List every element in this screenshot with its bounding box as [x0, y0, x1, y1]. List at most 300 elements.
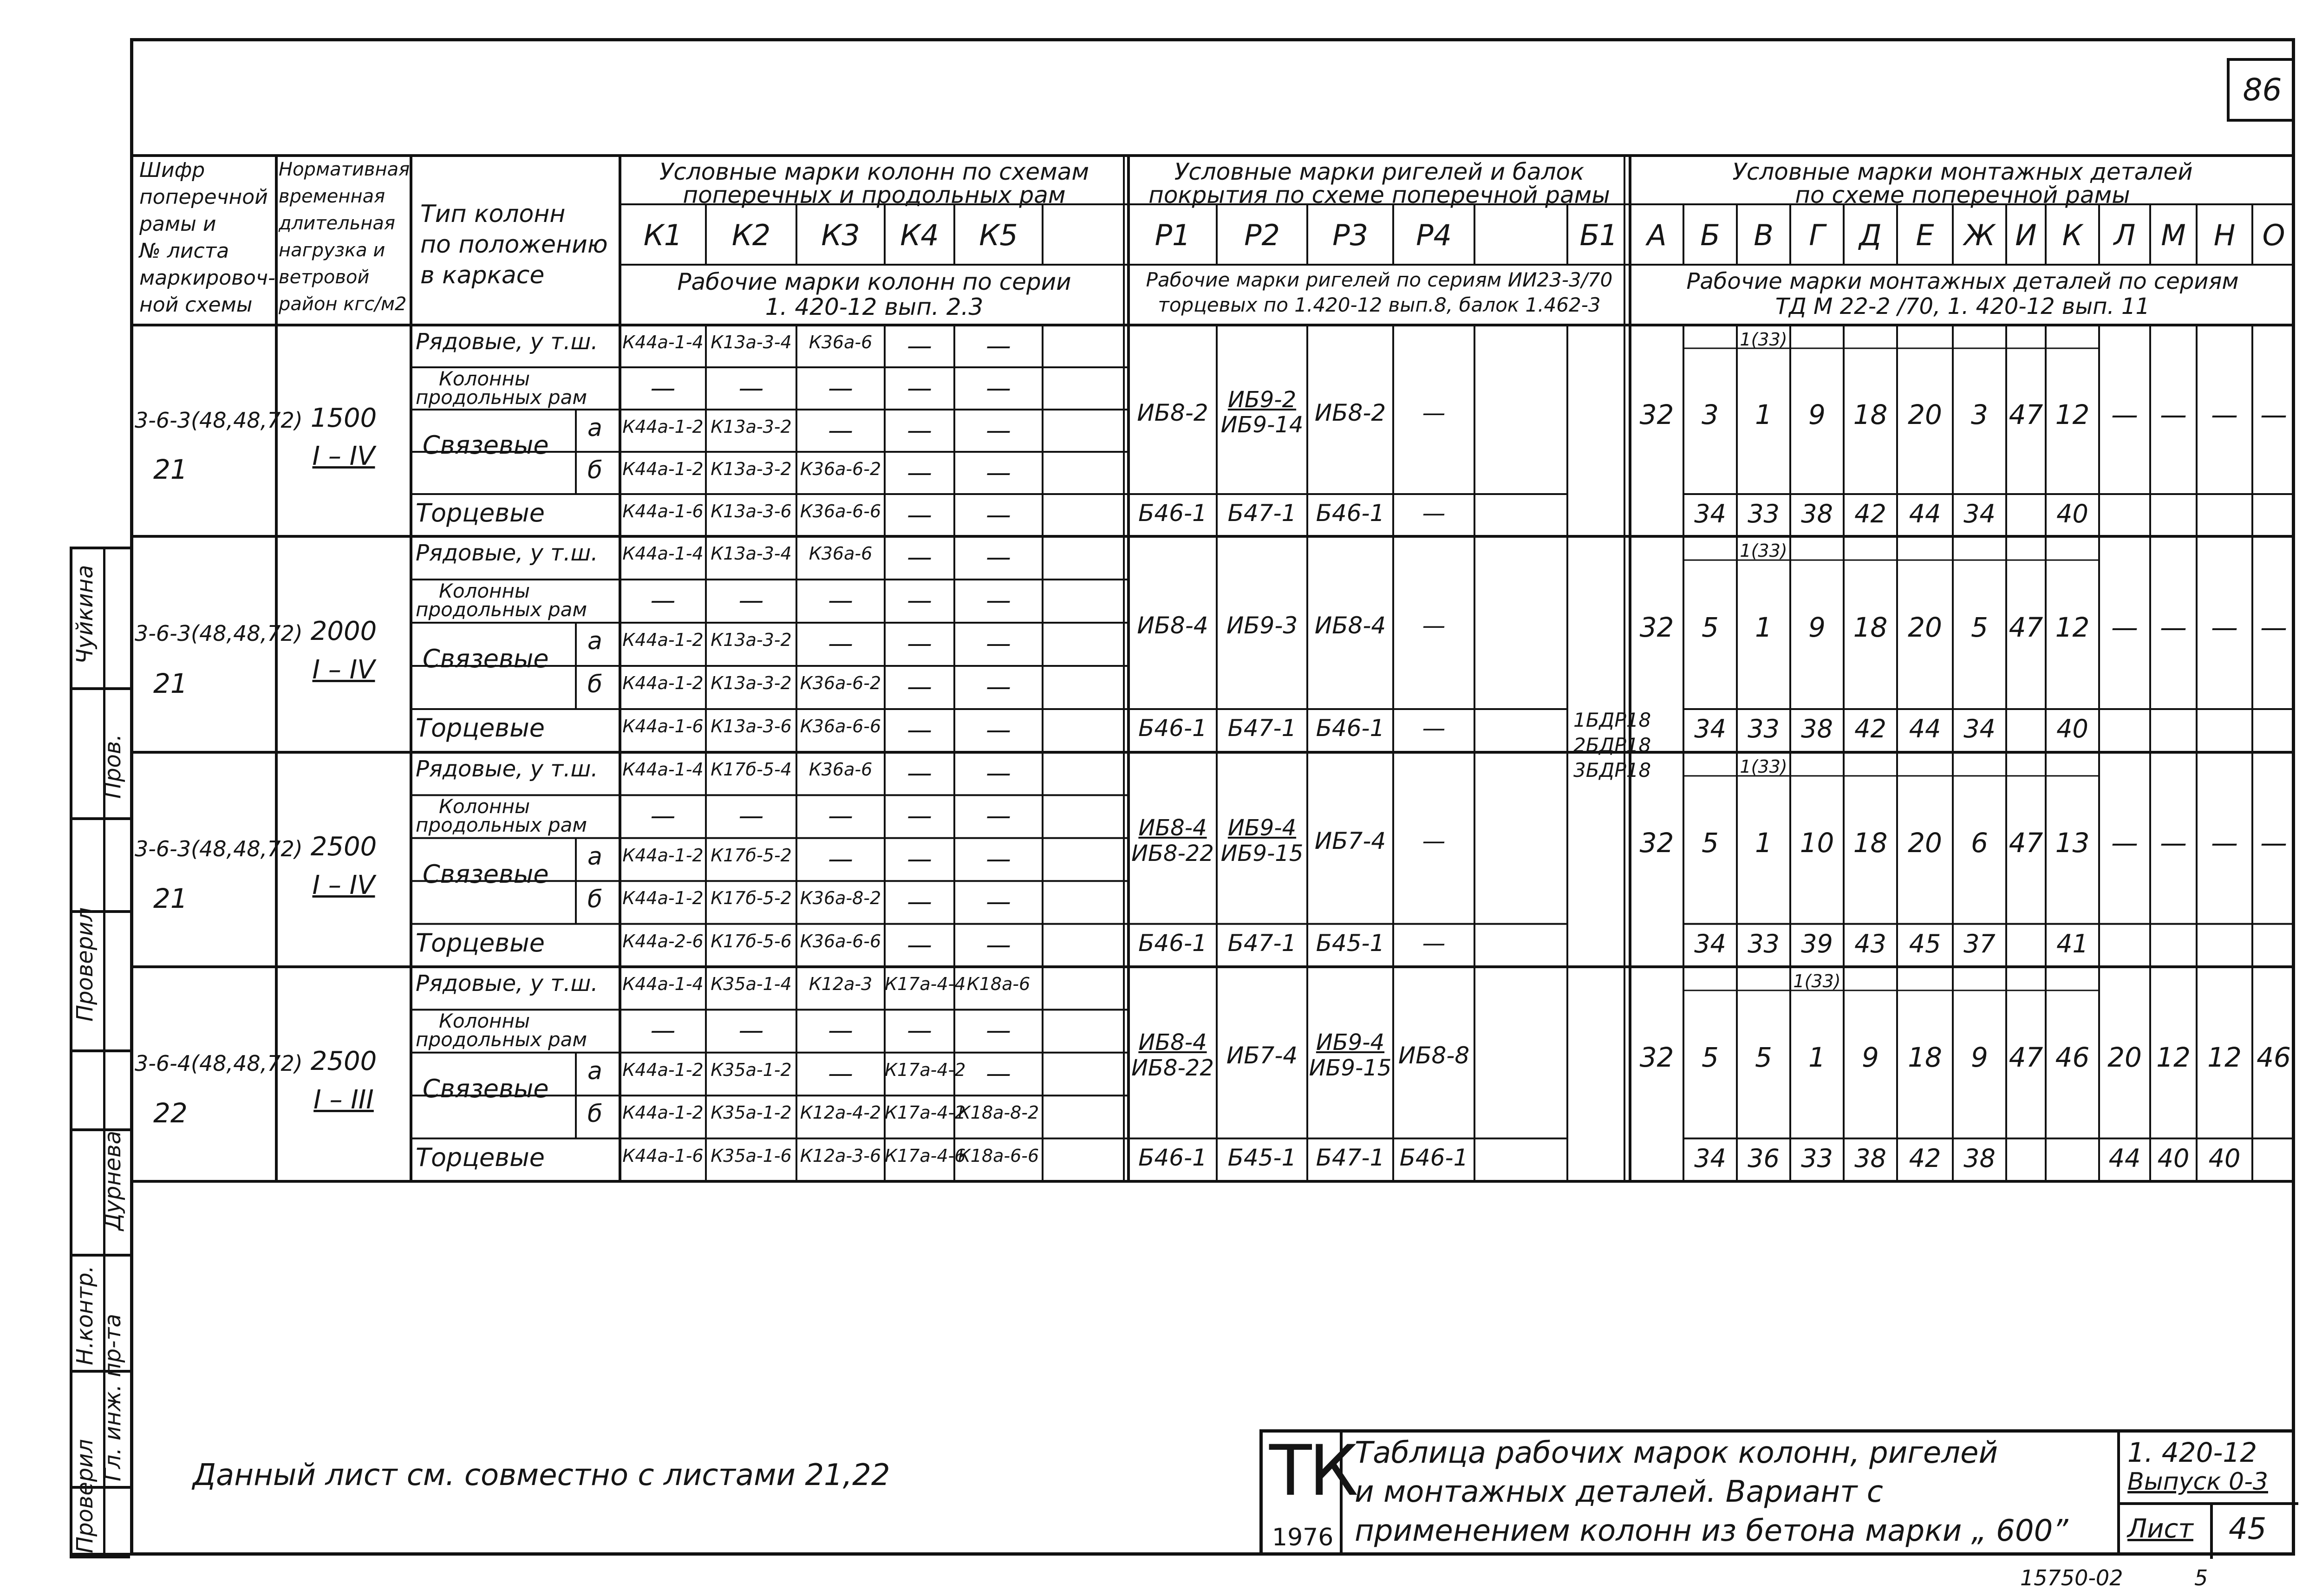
b1-mark: 1БДР18	[1573, 709, 1651, 731]
column-cell: К13а-3-2	[711, 630, 792, 650]
column-cell: К17б-5-4	[711, 759, 792, 780]
beam-cell: ИБ8-4	[1137, 612, 1208, 639]
beam-cell: —	[1422, 827, 1446, 855]
b1-mark: 3БДР18	[1573, 759, 1651, 782]
detail-mark-4: Д	[1859, 218, 1882, 252]
beam-cell: ИБ8-4	[1138, 1029, 1207, 1055]
strip-label: Проверил	[72, 1439, 98, 1553]
detail-end-cell: 42	[1854, 499, 1886, 528]
column-cell: —	[907, 672, 932, 701]
detail-mark-10: М	[2161, 218, 2186, 252]
strip-row-line	[70, 817, 130, 820]
column-cell: К44а-2-6	[622, 931, 704, 951]
column-cell: —	[986, 500, 1011, 529]
type-braced-a: а	[587, 414, 602, 442]
column-cell: —	[986, 1058, 1011, 1088]
type-header-line: в каркасе	[420, 261, 545, 289]
load-header-line: ветровой	[279, 267, 370, 288]
beam-end-cell: Б45-1	[1227, 1144, 1297, 1171]
detail-end-cell: 40	[2056, 714, 2088, 743]
detail-cell: 20	[2107, 1042, 2142, 1074]
detail-cell: 12	[2207, 1042, 2242, 1074]
type-longitudinal: продольных рам	[416, 386, 587, 409]
column-cell: К13а-3-2	[711, 673, 792, 693]
beam-cell: ИБ9-4	[1316, 1029, 1385, 1055]
group-load: 2500	[310, 831, 377, 862]
type-braced-b: б	[587, 1100, 603, 1128]
type-ordinary: Рядовые, у т.ш.	[416, 540, 598, 566]
column-cell: —	[907, 416, 932, 445]
detail-end-cell: 38	[1801, 714, 1833, 743]
beam-end-cell: Б46-1	[1316, 715, 1385, 742]
column-cell: К44а-1-4	[622, 332, 704, 352]
details-group-title: Условные марки монтажных деталей	[1732, 158, 2193, 185]
detail-end-cell: 36	[1748, 1143, 1780, 1173]
beam-cell: ИБ9-3	[1226, 612, 1298, 639]
detail-cell: 3	[1702, 398, 1719, 430]
beam-cell: ИБ8-22	[1131, 840, 1214, 867]
column-cell: —	[907, 801, 932, 831]
stamp-series: 1. 420-12	[2127, 1437, 2257, 1468]
beam-cell: ИБ8-2	[1314, 399, 1386, 426]
column-cell: —	[738, 373, 764, 403]
detail-cell: 9	[1808, 612, 1826, 644]
column-cell: —	[828, 801, 853, 831]
detail-cell: —	[2160, 827, 2187, 859]
group-load: 1500	[310, 403, 377, 433]
type-braced-a: а	[587, 842, 602, 871]
column-cell: —	[907, 373, 932, 403]
detail-end-cell: 34	[1694, 499, 1726, 528]
column-cell: —	[986, 930, 1011, 959]
code-header-line: № листа	[139, 239, 229, 263]
beams-work-title: торцевых по 1.420-12 вып.8, балок 1.462-3	[1158, 293, 1601, 316]
column-cell: К44а-1-4	[622, 974, 704, 994]
strip-row-line	[70, 1556, 130, 1558]
detail-cell: 9	[1971, 1042, 1988, 1074]
column-cell: —	[828, 416, 853, 445]
beam-mark-3: Р4	[1416, 218, 1452, 252]
column-cell: К13а-3-6	[711, 501, 792, 521]
column-cell: —	[907, 758, 932, 788]
detail-cell: 18	[1908, 1042, 1942, 1074]
load-header-line: длительная	[279, 213, 395, 234]
column-cell: К44а-1-4	[622, 759, 704, 780]
type-braced-a: а	[587, 627, 602, 655]
column-mark-4: К5	[979, 218, 1018, 252]
column-cell: —	[907, 930, 932, 959]
column-cell: К13а-3-4	[711, 332, 792, 352]
stamp-issue: Выпуск 0-3	[2127, 1468, 2268, 1496]
beam-end-cell: —	[1422, 929, 1446, 957]
detail-cell: 32	[1639, 612, 1674, 644]
column-cell: К18а-6	[966, 974, 1031, 994]
load-header-line: район кгс/м2	[279, 293, 407, 315]
beam-end-cell: Б46-1	[1316, 500, 1385, 527]
detail-end-cell: 44	[2108, 1143, 2141, 1173]
detail-cell: 18	[1853, 612, 1888, 644]
column-cell: —	[907, 331, 932, 360]
column-cell: —	[828, 1016, 853, 1045]
detail-mark-2: В	[1754, 218, 1774, 252]
detail-mark-11: Н	[2213, 218, 2236, 252]
detail-end-cell: 40	[2056, 499, 2088, 528]
column-cell: —	[738, 1016, 764, 1045]
stamp-divider	[2117, 1433, 2120, 1556]
detail-cell: 46	[2257, 1042, 2291, 1074]
code-header-line: Шифр	[139, 158, 205, 182]
column-cell: К44а-1-2	[622, 1059, 704, 1080]
beam-cell: ИБ8-4	[1314, 612, 1386, 639]
column-cell: К36а-8-2	[800, 888, 881, 909]
column-cell: К12а-4-2	[800, 1102, 881, 1123]
detail-cell: 20	[1908, 398, 1942, 430]
stamp-year: 1976	[1272, 1524, 1334, 1551]
tk-logo: ТК	[1269, 1431, 1356, 1511]
detail-cell: 32	[1639, 398, 1674, 430]
details-work-title: Рабочие марки монтажных деталей по сериям	[1686, 268, 2239, 294]
columns-work-title: 1. 420-12 вып. 2.3	[765, 293, 984, 320]
column-cell: К44а-1-2	[622, 417, 704, 437]
column-cell: —	[650, 1016, 676, 1045]
stamp-sheet-divider	[2210, 1502, 2213, 1559]
beam-cell: ИБ9-4	[1227, 814, 1297, 841]
beam-end-cell: —	[1422, 500, 1446, 527]
group-load: 2500	[310, 1046, 377, 1076]
detail-cell: 20	[1908, 827, 1942, 859]
beam-cell: ИБ8-4	[1138, 814, 1207, 841]
beam-cell: ИБ8-22	[1131, 1055, 1214, 1081]
detail-cell: 5	[1702, 1042, 1719, 1074]
type-braced: Связевые	[423, 430, 549, 460]
detail-cell: —	[2111, 612, 2138, 644]
column-cell: —	[828, 844, 853, 873]
beam-cell: ИБ8-2	[1137, 399, 1208, 426]
beams-group-title: Условные марки ригелей и балок	[1174, 158, 1585, 185]
detail-mark-1: Б	[1700, 218, 1720, 252]
column-mark-0: К1	[643, 218, 683, 252]
detail-end-cell: 39	[1801, 929, 1833, 958]
group-region: I – IV	[312, 655, 375, 685]
type-braced-b: б	[587, 456, 603, 484]
detail-cell: 12	[2055, 398, 2090, 430]
column-cell: К44а-1-6	[622, 716, 704, 736]
column-cell: К36а-6-6	[800, 501, 881, 521]
detail-cell: —	[2111, 398, 2138, 430]
beam-cell: ИБ9-2	[1227, 386, 1297, 413]
detail-cell: 1	[1755, 827, 1772, 859]
strip-label: Н.контр.	[72, 1265, 98, 1365]
stamp-sheet-label: Лист	[2127, 1514, 2193, 1544]
detail-end-cell: 38	[1801, 499, 1833, 528]
detail-end-cell: 40	[2157, 1143, 2190, 1173]
detail-cell: 3	[1971, 398, 1988, 430]
column-cell: К17б-5-2	[711, 888, 792, 909]
column-cell: —	[828, 373, 853, 403]
detail-cell: 47	[2009, 827, 2043, 859]
beam-mark-1: Р2	[1244, 218, 1280, 252]
column-cell: К36а-6	[809, 543, 873, 564]
detail-end-cell: 38	[1963, 1143, 1996, 1173]
column-mark-1: К2	[731, 218, 771, 252]
detail-cell: 5	[1702, 827, 1719, 859]
type-longitudinal: Колонны	[439, 580, 530, 602]
column-cell: —	[986, 373, 1011, 403]
type-braced: Связевые	[423, 859, 549, 889]
detail-cell: 47	[2009, 1042, 2043, 1074]
detail-cell: —	[2111, 827, 2138, 859]
column-cell: —	[986, 542, 1011, 572]
detail-end-cell: 38	[1854, 1143, 1886, 1173]
strip-row-line	[70, 1049, 130, 1052]
detail-end-cell: 33	[1801, 1143, 1833, 1173]
column-cell: —	[907, 1016, 932, 1045]
code-header-line: поперечной	[139, 185, 268, 209]
column-cell: —	[907, 715, 932, 744]
code-header-line: маркировоч-	[139, 266, 275, 290]
column-cell: К13а-3-6	[711, 716, 792, 736]
group-region: I – IV	[312, 441, 375, 471]
detail-end-cell: 34	[1694, 929, 1726, 958]
beam-cell: ИБ8-8	[1398, 1042, 1470, 1069]
column-cell: К13а-3-2	[711, 459, 792, 479]
column-cell: К17б-5-6	[711, 931, 792, 951]
column-cell: К18а-8-2	[958, 1102, 1039, 1123]
beam-end-cell: Б47-1	[1316, 1144, 1385, 1171]
type-braced-a: а	[587, 1057, 602, 1085]
code-header-line: рамы и	[139, 212, 216, 236]
column-cell: К44а-1-6	[622, 1145, 704, 1166]
column-cell: —	[650, 801, 676, 831]
beam-end-cell: Б46-1	[1138, 1144, 1207, 1171]
detail-cell: —	[2211, 398, 2238, 430]
strip-label: Пров.	[100, 734, 126, 799]
columns-group-title: поперечных и продольных рам	[683, 182, 1066, 208]
strip-row-line	[70, 547, 130, 549]
beam-mark-5: Б1	[1579, 218, 1618, 252]
column-cell: К44а-1-6	[622, 501, 704, 521]
group-region: I – IV	[312, 870, 375, 900]
detail-mark-12: О	[2262, 218, 2285, 252]
beam-end-cell: Б46-1	[1399, 1144, 1468, 1171]
column-cell: —	[738, 801, 764, 831]
footnote: Данный лист см. совместно с листами 21,22	[193, 1458, 890, 1492]
detail-cell: 9	[1808, 398, 1826, 430]
group-sheet: 21	[153, 454, 188, 486]
group-region: I – III	[313, 1084, 374, 1115]
detail-cell: 46	[2055, 1042, 2090, 1074]
load-header-line: Нормативная	[279, 159, 410, 180]
bottom-code: 15750-02	[2020, 1565, 2123, 1590]
column-cell: —	[986, 331, 1011, 360]
beam-cell: ИБ9-14	[1220, 412, 1304, 438]
detail-cell: 1	[1808, 1042, 1826, 1074]
beam-end-cell: Б47-1	[1227, 500, 1297, 527]
beam-cell: ИБ9-15	[1220, 840, 1304, 867]
type-end: Торцевые	[416, 713, 545, 743]
column-cell: К35а-1-2	[711, 1102, 792, 1123]
strip-label: Проверил	[72, 907, 98, 1022]
column-cell: —	[986, 458, 1011, 487]
column-cell: К35а-1-2	[711, 1059, 792, 1080]
beam-end-cell: —	[1422, 715, 1446, 742]
detail-end-cell: 34	[1694, 1143, 1726, 1173]
group-load: 2000	[310, 616, 377, 646]
column-cell: К44а-1-2	[622, 630, 704, 650]
detail-cell: 47	[2009, 398, 2043, 430]
type-longitudinal: Колонны	[439, 795, 530, 818]
type-end: Торцевые	[416, 928, 545, 958]
detail-end-cell: 34	[1963, 499, 1996, 528]
column-cell: —	[907, 844, 932, 873]
beam-cell: —	[1422, 612, 1446, 639]
detail-cell: 18	[1853, 827, 1888, 859]
column-cell: —	[986, 801, 1011, 831]
column-cell: К44а-1-4	[622, 543, 704, 564]
beam-mark-2: Р3	[1332, 218, 1368, 252]
type-braced-b: б	[587, 671, 603, 698]
detail-cell: —	[2160, 612, 2187, 644]
beam-cell: ИБ9-15	[1309, 1055, 1392, 1081]
type-header-line: по положению	[420, 231, 608, 259]
load-header-line: нагрузка и	[279, 240, 385, 261]
detail-cell: —	[2260, 398, 2287, 430]
detail-end-cell: 45	[1909, 929, 1941, 958]
column-cell: —	[986, 887, 1011, 917]
column-cell: К36а-6-2	[800, 673, 881, 693]
detail-end-cell: 44	[1909, 499, 1941, 528]
column-cell: К44а-1-2	[622, 1102, 704, 1123]
type-braced: Связевые	[423, 1074, 549, 1103]
columns-group-title: Условные марки колонн по схемам	[659, 158, 1089, 185]
type-ordinary: Рядовые, у т.ш.	[416, 756, 598, 782]
detail-cell: 1	[1755, 612, 1772, 644]
type-longitudinal: продольных рам	[416, 1028, 587, 1051]
column-cell: —	[986, 672, 1011, 701]
stamp-sheet-value: 45	[2229, 1512, 2267, 1546]
type-longitudinal: Колонны	[439, 367, 530, 390]
column-cell: —	[907, 887, 932, 917]
type-header-line: Тип колонн	[420, 200, 566, 228]
detail-end-cell: 33	[1748, 714, 1780, 743]
detail-cell: 5	[1702, 612, 1719, 644]
column-cell: К12а-3	[809, 974, 873, 994]
column-cell: К35а-1-6	[711, 1145, 792, 1166]
type-ordinary: Рядовые, у т.ш.	[416, 329, 598, 355]
column-cell: —	[907, 500, 932, 529]
column-cell: К17а-4-6	[885, 1145, 966, 1166]
detail-end-cell: 37	[1963, 929, 1996, 958]
b1-mark: 2БДР18	[1573, 734, 1651, 756]
column-cell: К36а-6-6	[800, 931, 881, 951]
detail-end-cell: 42	[1909, 1143, 1941, 1173]
group-code: 3-6-3(48,48,72)	[135, 836, 303, 861]
column-cell: К44а-1-2	[622, 888, 704, 909]
stamp-title-line-1: Таблица рабочих марок колонн, ригелей	[1355, 1436, 1998, 1470]
detail-mark-7: И	[2015, 218, 2037, 252]
column-cell: —	[650, 586, 676, 615]
group-code: 3-6-3(48,48,72)	[135, 621, 303, 646]
column-cell: К35а-1-4	[711, 974, 792, 994]
detail-cell: 18	[1853, 398, 1888, 430]
group-sheet: 21	[153, 668, 188, 700]
column-cell: —	[986, 758, 1011, 788]
detail-cell: —	[2160, 398, 2187, 430]
detail-cell: 12	[2156, 1042, 2191, 1074]
column-cell: К44а-1-2	[622, 673, 704, 693]
details-group-title: по схеме поперечной рамы	[1795, 182, 2130, 208]
detail-cell: 32	[1639, 1042, 1674, 1074]
group-sheet: 21	[153, 883, 188, 915]
beam-end-cell: Б47-1	[1227, 929, 1297, 957]
column-cell: —	[650, 373, 676, 403]
column-cell: К12а-3-6	[800, 1145, 881, 1166]
column-cell: К36а-6	[809, 332, 873, 352]
column-mark-2: К3	[821, 218, 860, 252]
column-cell: К13а-3-2	[711, 417, 792, 437]
column-cell: —	[986, 416, 1011, 445]
detail-end-cell: 34	[1694, 714, 1726, 743]
column-cell: —	[907, 629, 932, 658]
detail-end-cell: 44	[1909, 714, 1941, 743]
beam-end-cell: Б45-1	[1316, 929, 1385, 957]
column-cell: К17б-5-2	[711, 845, 792, 866]
column-cell: К17а-4-2	[885, 1102, 966, 1123]
detail-end-cell: 40	[2208, 1143, 2241, 1173]
strip-label: Чуйкина	[72, 565, 98, 664]
detail-cell: 12	[2055, 612, 2090, 644]
column-cell: —	[986, 629, 1011, 658]
code-header-line: ной схемы	[139, 293, 253, 317]
beam-mark-0: Р1	[1154, 218, 1191, 252]
stamp-hline	[2117, 1502, 2298, 1505]
corner-sheet-number: 86	[2227, 58, 2295, 122]
type-longitudinal: продольных рам	[416, 814, 587, 837]
stamp-logo-cell	[1263, 1431, 1356, 1556]
detail-cell: 5	[1971, 612, 1988, 644]
strip-label: Дурнева	[100, 1131, 126, 1231]
detail-mark-6: Ж	[1964, 218, 1995, 252]
detail-end-cell: 41	[2056, 929, 2088, 958]
type-longitudinal: продольных рам	[416, 598, 587, 621]
type-longitudinal: Колонны	[439, 1010, 530, 1033]
columns-work-title: Рабочие марки колонн по серии	[677, 268, 1071, 295]
group-sheet: 22	[153, 1097, 188, 1129]
details-work-title: ТД М 22-2 /70, 1. 420-12 вып. 11	[1775, 293, 2150, 319]
load-header-line: временная	[279, 186, 385, 207]
beams-group-title: покрытия по схеме поперечной рамы	[1148, 182, 1610, 208]
detail-note: 1(33)	[1740, 541, 1787, 561]
detail-mark-9: Л	[2113, 218, 2136, 252]
column-cell: —	[907, 542, 932, 572]
detail-cell: 10	[1800, 827, 1834, 859]
column-cell: К36а-6	[809, 759, 873, 780]
beam-end-cell: Б46-1	[1138, 715, 1207, 742]
beam-cell: ИБ7-4	[1226, 1042, 1298, 1069]
column-cell: —	[907, 586, 932, 615]
column-cell: К44а-1-2	[622, 459, 704, 479]
beam-end-cell: Б46-1	[1138, 929, 1207, 957]
group-code: 3-6-4(48,48,72)	[135, 1050, 303, 1076]
column-cell: К17а-4-4	[885, 974, 966, 994]
detail-cell: 20	[1908, 612, 1942, 644]
column-cell: —	[986, 586, 1011, 615]
detail-mark-5: Е	[1916, 218, 1934, 252]
stamp-title-line-3: применением колонн из бетона марки „ 600”	[1355, 1514, 2068, 1548]
detail-mark-8: К	[2062, 218, 2083, 252]
detail-cell: 5	[1755, 1042, 1772, 1074]
type-braced-b: б	[587, 886, 603, 914]
